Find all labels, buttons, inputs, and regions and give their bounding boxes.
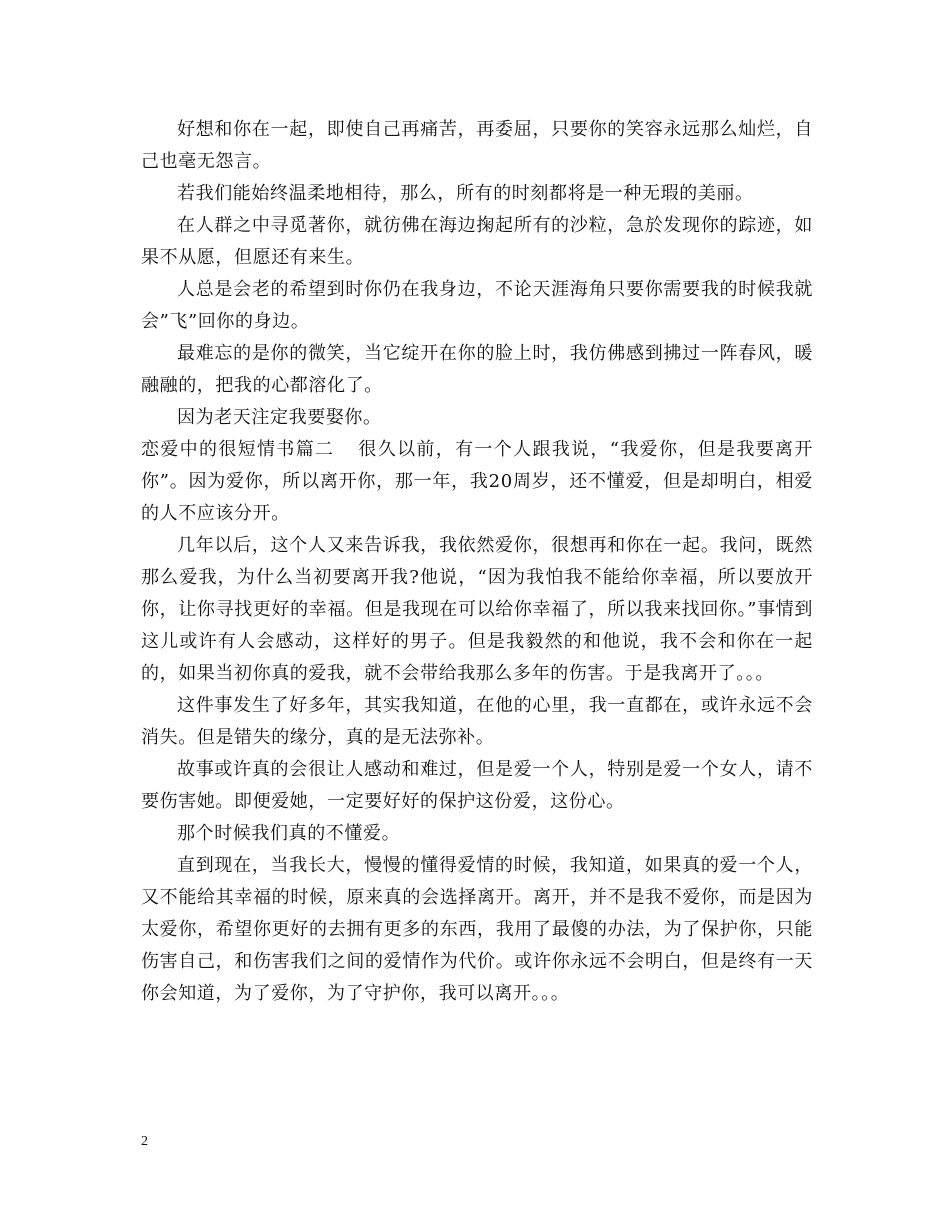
paragraph-6: 因为老天注定我要娶你。	[177, 407, 382, 428]
paragraph-11: 直到现在，当我长大，慢慢的懂得爱情的时候，我知道，如果真的爱一个人，又不能给其幸福的时候，原来真的会选择离开。离开，并不是我不爱你，而是因为太爱你，希望你更好的去拥有更多的东西，我用了最傻的办法，为了保护你，只能伤害自己，和伤害我们之间的爱情作为代价。或许你永远不会明白，但是终有一天你会知道，为了爱你，为了守护你，我可以离开。。。	[141, 855, 813, 1004]
paragraph-8: 这件事发生了好多年，其实我知道，在他的心里，我一直都在，或许永远不会消失。但是错失的缘分，真的是无法弥补。	[141, 695, 813, 748]
paragraph-2: 若我们能始终温柔地相待，那么，所有的时刻都将是一种无瑕的美丽。	[177, 183, 754, 204]
paragraph-4: 人总是会老的希望到时你仍在我身边，不论天涯海角只要你需要我的时候我就会”飞”回你的身边。	[141, 279, 813, 332]
paragraph-9: 故事或许真的会很让人感动和难过，但是爱一个人，特别是爱一个女人，请不要伤害她。即便爱她，一定要好好的保护这份爱，这份心。	[141, 759, 813, 812]
document-body	[141, 114, 813, 1010]
paragraph-10: 那个时候我们真的不懂爱。	[177, 823, 401, 844]
section-paragraph	[141, 434, 813, 530]
paragraph-3: 在人群之中寻觅著你，就彷佛在海边掬起所有的沙粒，急於发现你的踪迹，如果不从愿，但愿还有来生。	[141, 215, 813, 268]
section-heading: 恋爱中的很短情书篇二	[141, 439, 335, 460]
paragraph-7: 几年以后，这个人又来告诉我，我依然爱你，很想再和你在一起。我问，既然那么爱我，为什么当初要离开我?他说，“因为我怕我不能给你幸福，所以要放开你，让你寻找更好的幸福。但是我现在可以给你幸福了，所以我来找回你。”事情到这儿或许有人会感动，这样好的男子。但是我毅然的和他说，我不会和你在一起的，如果当初你真的爱我，就不会带给我那么多年的伤害。于是我离开了。。。	[141, 535, 813, 684]
paragraph-5: 最难忘的是你的微笑，当它绽开在你的脸上时，我仿佛感到拂过一阵春风，暖融融的，把我的心都溶化了。	[141, 343, 813, 396]
page-number: 2	[141, 1134, 148, 1149]
section-first-text: 很久以前，有一个人跟我说，“我爱你，但是我要离开你”。因为爱你，所以离开你，那一年，我20周岁，还不懂爱，但是却明白，相爱的人不应该分开。	[141, 439, 813, 524]
paragraph-1: 好想和你在一起，即使自己再痛苦，再委屈，只要你的笑容永远那么灿烂，自己也毫无怨言。	[141, 119, 813, 172]
